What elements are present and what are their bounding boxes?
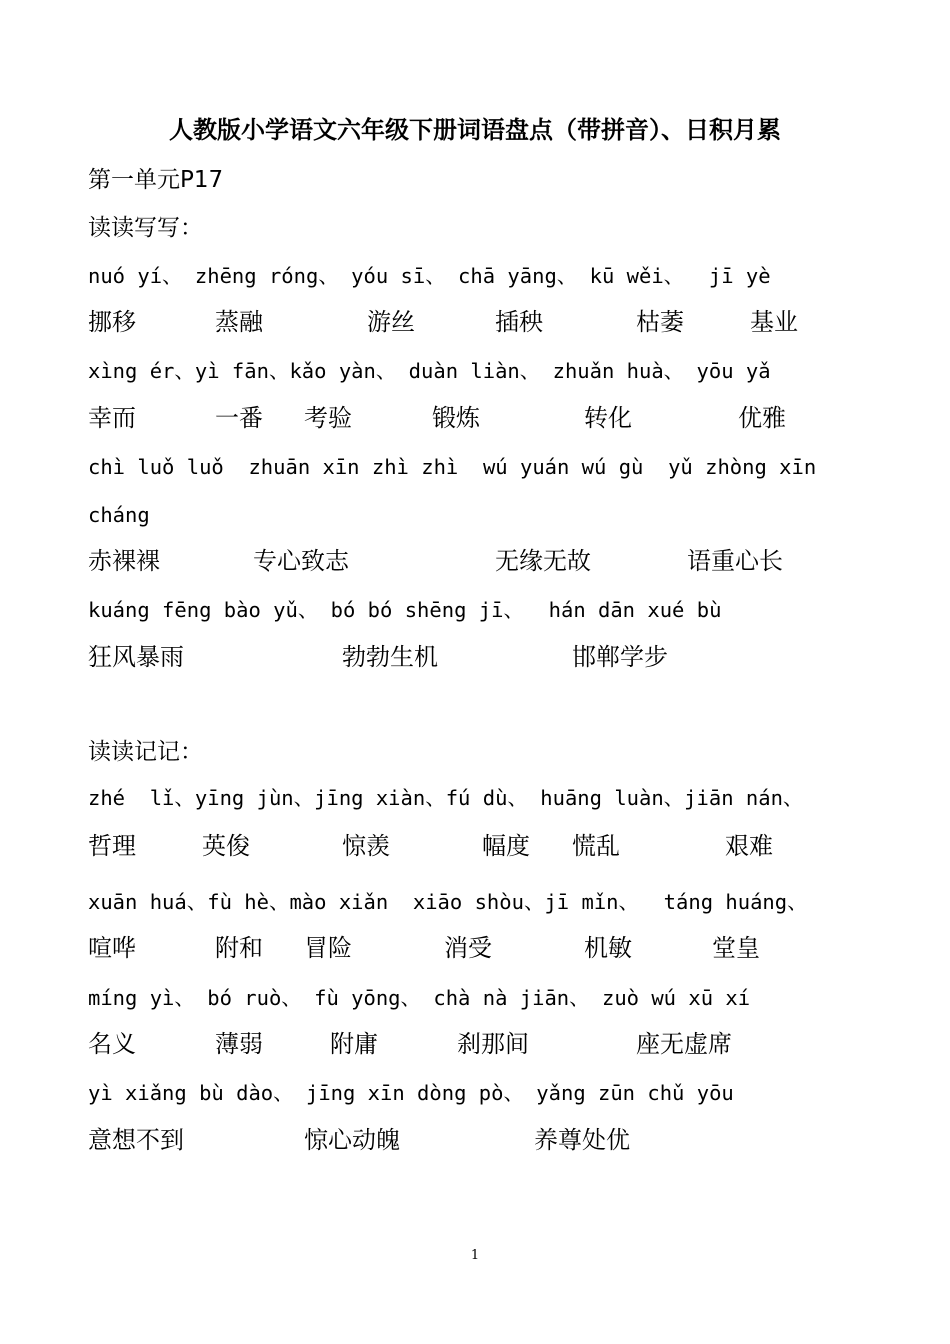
vocab-word: 无缘无故 <box>495 547 591 575</box>
pinyin-line: míng yì、 bó ruò、 fù yōng、 chà nà jiān、 zuò wú xū xí <box>88 986 751 1010</box>
vocab-word: 枯萎 <box>636 308 684 336</box>
vocab-word: 薄弱 <box>215 1030 263 1058</box>
vocab-word: 勃勃生机 <box>342 643 438 671</box>
section-heading-read-write: 读读写写： <box>88 215 203 241</box>
vocab-word: 艰难 <box>725 832 773 860</box>
pinyin-line: xuān huá、fù hè、mào xiǎn xiāo shòu、jī mǐn、 táng huáng、 <box>88 890 808 914</box>
vocab-word: 锻炼 <box>432 404 480 432</box>
vocab-word: 挪移 <box>88 308 136 336</box>
vocab-word: 消受 <box>444 934 492 962</box>
vocab-word: 喧哗 <box>88 934 136 962</box>
vocab-word: 座无虚席 <box>636 1030 732 1058</box>
pinyin-line: xìng ér、yì fān、kǎo yàn、 duàn liàn、 zhuǎn huà、 yōu yǎ <box>88 359 771 383</box>
vocab-word: 游丝 <box>367 308 415 336</box>
vocab-word: 基业 <box>750 308 798 336</box>
vocab-word: 堂皇 <box>712 934 760 962</box>
vocab-word: 刹那间 <box>457 1030 529 1058</box>
section-heading-read-remember: 读读记记： <box>88 739 203 765</box>
vocab-word: 惊羡 <box>342 832 390 860</box>
pinyin-line: cháng <box>88 503 150 527</box>
vocab-word: 机敏 <box>584 934 632 962</box>
page-number: 1 <box>470 1248 480 1263</box>
vocab-word: 养尊处优 <box>534 1126 630 1154</box>
vocab-word: 附和 <box>215 934 263 962</box>
vocab-word: 转化 <box>584 404 632 432</box>
vocab-word: 幸而 <box>88 404 136 432</box>
word-row <box>88 1122 928 1302</box>
pinyin-line: nuó yí、 zhēng róng、 yóu sī、 chā yāng、 kū wěi、 jī yè <box>88 264 771 288</box>
vocab-word: 哲理 <box>88 832 136 860</box>
vocab-word: 优雅 <box>738 404 786 432</box>
vocab-word: 蒸融 <box>215 308 263 336</box>
vocab-word: 狂风暴雨 <box>88 643 184 671</box>
vocab-word: 惊心动魄 <box>304 1126 400 1154</box>
unit-heading: 第一单元P17 <box>88 167 224 193</box>
vocab-word: 名义 <box>88 1030 136 1058</box>
vocab-word: 附庸 <box>330 1030 378 1058</box>
vocab-word: 冒险 <box>304 934 352 962</box>
pinyin-line: yì xiǎng bù dào、 jīng xīn dòng pò、 yǎng zūn chǔ yōu <box>88 1081 734 1105</box>
vocab-word: 意想不到 <box>88 1126 184 1154</box>
pinyin-line: kuáng fēng bào yǔ、 bó bó shēng jī、 hán dān xué bù <box>88 598 722 622</box>
vocab-word: 赤裸裸 <box>88 547 160 575</box>
pinyin-line: chì luǒ luǒ zhuān xīn zhì zhì wú yuán wú gù yǔ zhòng xīn <box>88 455 817 479</box>
vocab-word: 专心致志 <box>253 547 349 575</box>
vocab-word: 邯郸学步 <box>572 643 668 671</box>
vocab-word: 一番 <box>215 404 263 432</box>
vocab-word: 考验 <box>304 404 352 432</box>
vocab-word: 英俊 <box>202 832 250 860</box>
vocab-word: 慌乱 <box>572 832 620 860</box>
pinyin-line: zhé lǐ、yīng jùn、jīng xiàn、fú dù、 huāng luàn、jiān nán、 <box>88 786 804 810</box>
vocab-word: 语重心长 <box>687 547 783 575</box>
vocab-word: 插秧 <box>495 308 543 336</box>
vocab-word: 幅度 <box>482 832 530 860</box>
document-title: 人教版小学语文六年级下册词语盘点（带拼音）、日积月累 <box>169 116 781 144</box>
